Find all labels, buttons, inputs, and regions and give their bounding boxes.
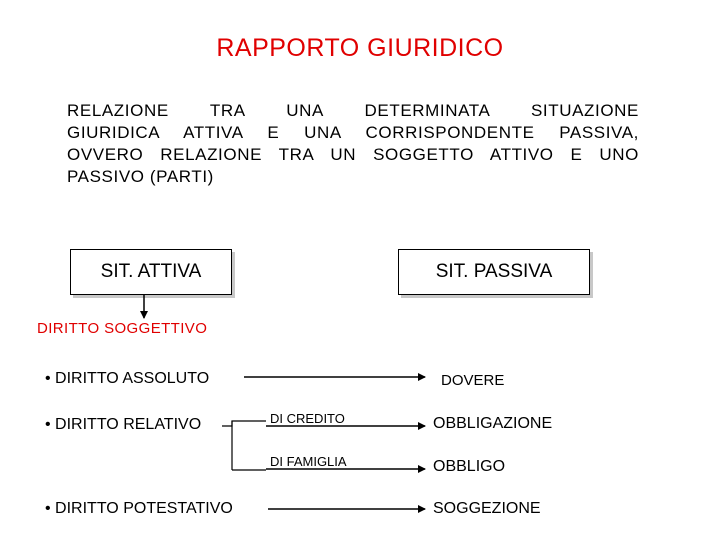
intro-line: PASSIVO (PARTI): [67, 167, 214, 186]
intro-line: GIURIDICA ATTIVA E UNA CORRISPONDENTE PASSIVA,: [67, 123, 639, 142]
relativo-branch-line: [222, 421, 266, 426]
intro-line: OVVERO RELAZIONE TRA UN SOGGETTO ATTIVO E UNO: [67, 145, 639, 164]
sit-attiva-label: SIT. ATTIVA: [100, 261, 202, 282]
di-famiglia-label: DI FAMIGLIA: [270, 454, 347, 469]
di-credito-label: DI CREDITO: [270, 411, 345, 426]
obbligo-label: OBBLIGO: [433, 458, 506, 475]
sit-passiva-label: SIT. PASSIVA: [435, 261, 553, 282]
page-title: RAPPORTO GIURIDICO: [216, 34, 504, 62]
dovere-label: DOVERE: [441, 372, 505, 389]
intro-line: RELAZIONE TRA UNA DETERMINATA SITUAZIONE: [67, 101, 639, 120]
diritto-assoluto-label: • DIRITTO ASSOLUTO: [45, 370, 210, 387]
diritto-potestativo-label: • DIRITTO POTESTATIVO: [45, 500, 233, 517]
soggezione-label: SOGGEZIONE: [433, 500, 541, 517]
diritto-relativo-label: • DIRITTO RELATIVO: [45, 416, 202, 433]
diritto-soggettivo-heading: DIRITTO SOGGETTIVO: [37, 320, 208, 337]
obbligazione-label: OBBLIGAZIONE: [433, 415, 553, 432]
